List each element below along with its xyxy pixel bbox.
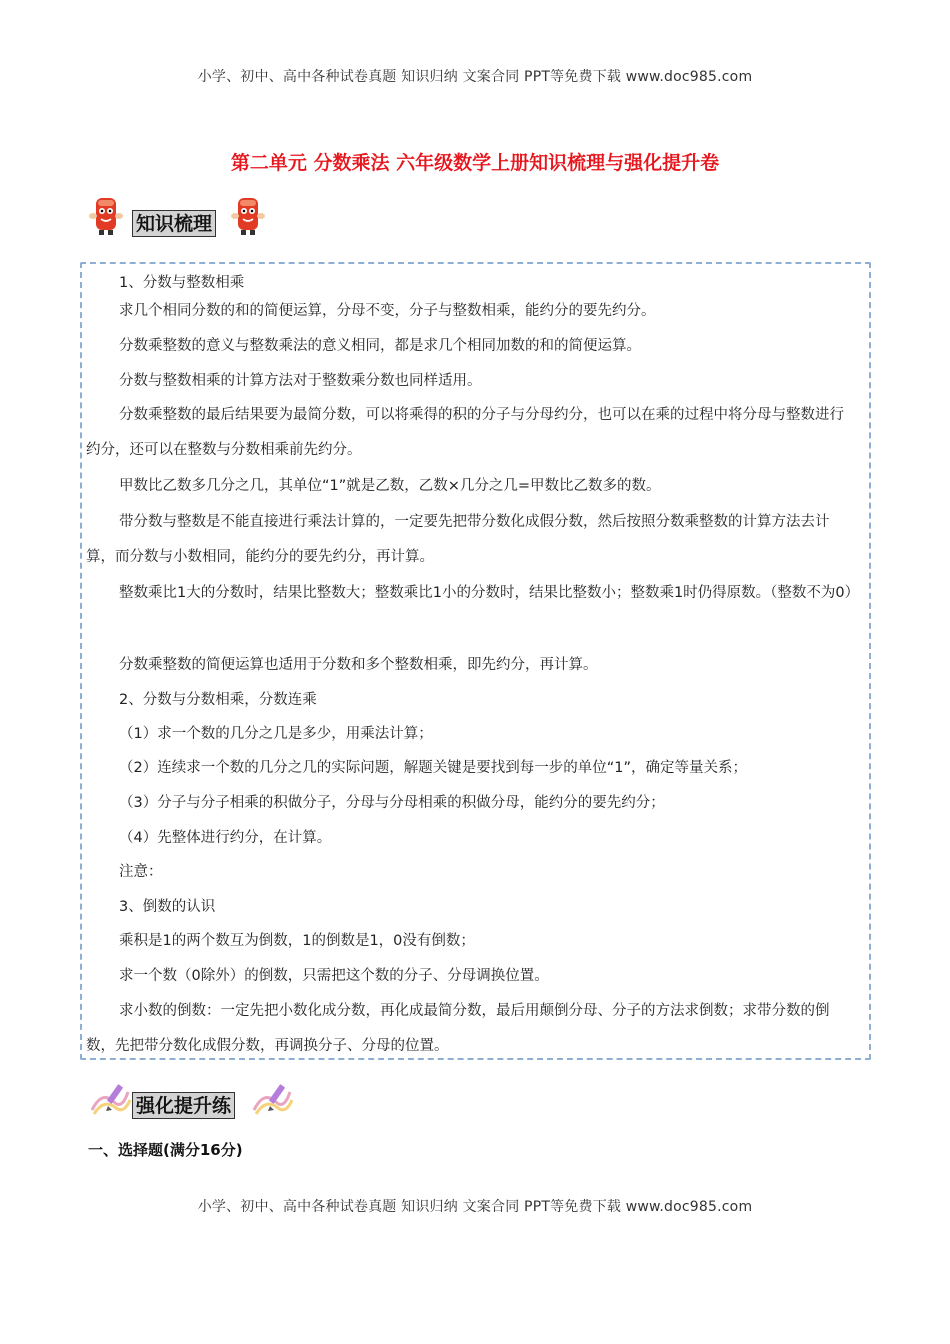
choice-section-title: 一、选择题(满分16分) [88, 1141, 243, 1159]
knowledge-paragraph: 分数乘整数的最后结果要为最简分数，可以将乘得的积的分子与分母约分，也可以在乘的过程中将分母与整数进行约分，还可以在整数与分数相乘前先约分。 [86, 407, 844, 458]
header-banner: 小学、初中、高中各种试卷真题 知识归纳 文案合同 PPT等免费下载 www.doc985.com [197, 69, 753, 85]
knowledge-paragraph: 乘积是1的两个数互为倒数，1的倒数是1，0没有倒数； [119, 933, 475, 949]
knowledge-paragraph: 分数乘整数的意义与整数乘法的意义相同，都是求几个相同加数的和的简便运算。 [119, 338, 641, 354]
pencil-icon [88, 1080, 132, 1120]
knowledge-paragraph: 2、分数与分数相乘，分数连乘 [119, 692, 317, 708]
knowledge-paragraph: 求一个数（0除外）的倒数，只需把这个数的分子、分母调换位置。 [119, 968, 549, 984]
knowledge-paragraph: 带分数与整数是不能直接进行乘法计算的，一定要先把带分数化成假分数，然后按照分数乘整数的计算方法去计算，而分数与小数相同，能约分的要先约分，再计算。 [86, 514, 830, 565]
practice-label: 强化提升练 [132, 1092, 235, 1119]
mascot-icon [88, 196, 124, 236]
knowledge-paragraph: 整数乘比1大的分数时，结果比整数大；整数乘比1小的分数时，结果比整数小；整数乘1时仍得原数。（整数不为0） [119, 585, 860, 601]
knowledge-paragraph: 甲数比乙数多几分之几，其单位“1”就是乙数，乙数×几分之几=甲数比乙数多的数。 [119, 478, 661, 494]
knowledge-paragraph: 分数乘整数的简便运算也适用于分数和多个整数相乘，即先约分，再计算。 [119, 657, 598, 673]
pencil-icon [250, 1080, 294, 1120]
knowledge-paragraph: 注意： [119, 864, 163, 880]
mascot-icon [230, 196, 266, 236]
practice-section-heading [88, 1078, 308, 1122]
knowledge-paragraph: （3）分子与分子相乘的积做分子，分母与分母相乘的积做分母，能约分的要先约分； [119, 795, 665, 811]
knowledge-paragraph: 3、倒数的认识 [119, 899, 216, 915]
knowledge-paragraph: （4）先整体进行约分，在计算。 [119, 830, 332, 846]
footer-banner: 小学、初中、高中各种试卷真题 知识归纳 文案合同 PPT等免费下载 www.doc985.com [197, 1199, 753, 1215]
page-title: 第二单元 分数乘法 六年级数学上册知识梳理与强化提升卷 [230, 152, 720, 174]
knowledge-paragraph: （1）求一个数的几分之几是多少，用乘法计算； [119, 726, 433, 742]
knowledge-section-heading [88, 196, 278, 240]
knowledge-paragraph: 分数与整数相乘的计算方法对于整数乘分数也同样适用。 [119, 373, 482, 389]
knowledge-label: 知识梳理 [132, 210, 216, 237]
knowledge-paragraph: （2）连续求一个数的几分之几的实际问题，解题关键是要找到每一步的单位“1”，确定等量关系； [119, 760, 747, 776]
knowledge-paragraph: 1、分数与整数相乘 [119, 275, 245, 291]
knowledge-paragraph: 求几个相同分数的和的简便运算，分母不变，分子与整数相乘，能约分的要先约分。 [119, 303, 656, 319]
knowledge-paragraph: 求小数的倒数：一定先把小数化成分数，再化成最简分数，最后用颠倒分母、分子的方法求倒数；求带分数的倒数，先把带分数化成假分数，再调换分子、分母的位置。 [86, 1003, 830, 1054]
